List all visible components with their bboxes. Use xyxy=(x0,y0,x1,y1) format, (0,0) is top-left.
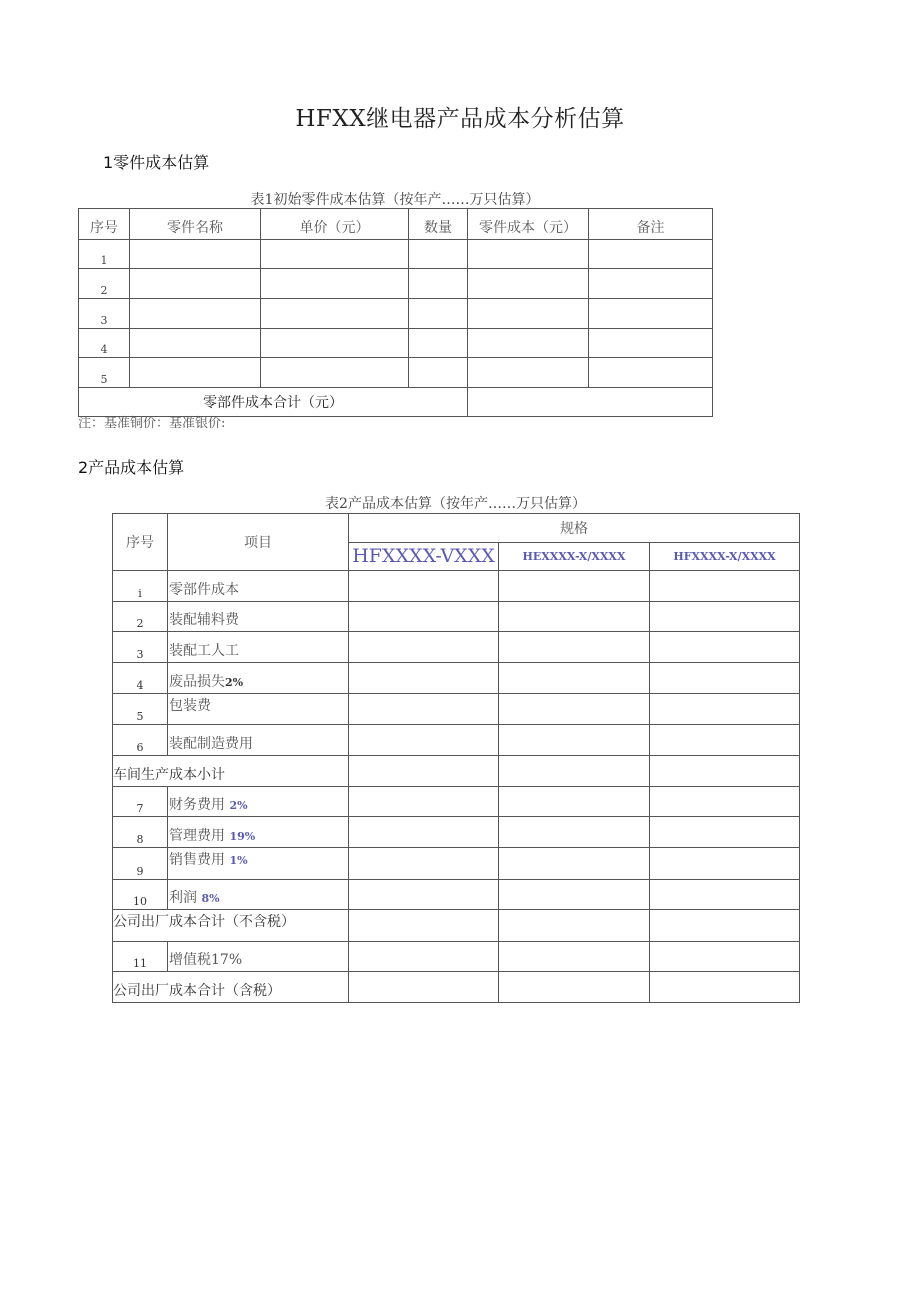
table-row xyxy=(113,817,800,848)
row-item xyxy=(168,879,349,910)
section1-heading: 1零件成本估算 xyxy=(103,153,210,172)
row-item: 装配制造费用 xyxy=(168,725,349,756)
row-item-label: 财务费用 xyxy=(169,797,225,814)
row-item: 增值税17% xyxy=(168,941,349,972)
value-cell xyxy=(650,571,800,602)
unit-price-cell xyxy=(261,269,409,299)
col-header-item: 项目 xyxy=(168,514,349,571)
document-title: HFXX继电器产品成本分析估算 xyxy=(295,106,625,132)
value-cell xyxy=(499,786,650,817)
value-cell xyxy=(499,756,650,787)
row-item xyxy=(168,847,349,879)
col-header-no: 序号 xyxy=(79,209,130,240)
row-item xyxy=(168,786,349,817)
value-cell xyxy=(349,941,499,972)
value-cell xyxy=(349,817,499,848)
value-cell xyxy=(650,601,800,632)
value-cell xyxy=(349,756,499,787)
part-cost-cell xyxy=(468,358,589,388)
table-row xyxy=(113,847,800,879)
remark-cell xyxy=(589,239,713,269)
unit-price-cell xyxy=(261,239,409,269)
row-index: 5 xyxy=(79,358,130,388)
row-item-pct: 2% xyxy=(229,799,248,813)
row-index: 3 xyxy=(79,299,130,329)
value-cell xyxy=(499,847,650,879)
table-row xyxy=(79,328,713,358)
workshop-subtotal-label: 车间生产成本小计 xyxy=(113,756,349,787)
table1-caption: 表1初始零件成本估算（按年产……万只估算） xyxy=(250,192,540,208)
table-row xyxy=(79,269,713,299)
col-header-part-name: 零件名称 xyxy=(130,209,261,240)
remark-cell xyxy=(589,299,713,329)
value-cell xyxy=(650,879,800,910)
quantity-cell xyxy=(409,358,468,388)
price-note: 注：基准铜价：基准银价: xyxy=(78,416,226,431)
value-cell xyxy=(650,632,800,663)
value-cell xyxy=(499,571,650,602)
row-item: 包装费 xyxy=(168,693,349,725)
table-row xyxy=(113,601,800,632)
row-index: 4 xyxy=(79,328,130,358)
row-item-pct: 19% xyxy=(229,829,256,843)
value-cell xyxy=(349,693,499,725)
value-cell xyxy=(499,632,650,663)
value-cell xyxy=(499,601,650,632)
parts-cost-table xyxy=(78,208,713,417)
value-cell xyxy=(349,847,499,879)
quantity-cell xyxy=(409,239,468,269)
row-item-label: 销售费用 xyxy=(169,851,225,868)
table-row xyxy=(113,725,800,756)
parts-total-label: 零部件成本合计（元） xyxy=(79,388,468,417)
table-row xyxy=(79,358,713,388)
table-row xyxy=(113,786,800,817)
unit-price-cell xyxy=(261,328,409,358)
row-item-pct: 2% xyxy=(225,675,244,689)
value-cell xyxy=(499,910,650,942)
value-cell xyxy=(650,910,800,942)
value-cell xyxy=(650,693,800,725)
value-cell xyxy=(349,910,499,942)
row-item-label: 利润 xyxy=(169,890,197,907)
value-cell xyxy=(650,847,800,879)
col-header-spec: 规格 xyxy=(349,514,800,543)
value-cell xyxy=(499,817,650,848)
value-cell xyxy=(650,972,800,1003)
remark-cell xyxy=(589,269,713,299)
quantity-cell xyxy=(409,299,468,329)
value-cell xyxy=(650,941,800,972)
value-cell xyxy=(650,786,800,817)
table-row xyxy=(113,879,800,910)
quantity-cell xyxy=(409,328,468,358)
unit-price-cell xyxy=(261,358,409,388)
row-no: 7 xyxy=(113,786,168,817)
part-cost-cell xyxy=(468,269,589,299)
row-no: 5 xyxy=(113,693,168,725)
part-name-cell xyxy=(130,299,261,329)
value-cell xyxy=(349,662,499,693)
table-header-row xyxy=(113,514,800,543)
part-name-cell xyxy=(130,358,261,388)
subtotal-row xyxy=(113,756,800,787)
quantity-cell xyxy=(409,269,468,299)
table-row xyxy=(79,299,713,329)
value-cell xyxy=(349,786,499,817)
row-no: 6 xyxy=(113,725,168,756)
part-cost-cell xyxy=(468,299,589,329)
unit-price-cell xyxy=(261,299,409,329)
col-header-no: 序号 xyxy=(113,514,168,571)
parts-total-value xyxy=(468,388,713,417)
row-item-pct: 1% xyxy=(229,853,248,867)
value-cell xyxy=(499,879,650,910)
row-no: 11 xyxy=(113,941,168,972)
tax-total-label: 公司出厂成本合计（含税） xyxy=(113,972,349,1003)
table-row xyxy=(113,571,800,602)
row-no: i xyxy=(113,571,168,602)
value-cell xyxy=(349,632,499,663)
row-item xyxy=(168,662,349,693)
part-cost-cell xyxy=(468,239,589,269)
product-cost-table xyxy=(112,513,800,1003)
value-cell xyxy=(499,662,650,693)
value-cell xyxy=(650,817,800,848)
table-row xyxy=(79,239,713,269)
col-header-quantity: 数量 xyxy=(409,209,468,240)
value-cell xyxy=(349,879,499,910)
value-cell xyxy=(499,725,650,756)
col-header-part-cost: 零件成本（元） xyxy=(468,209,589,240)
col-header-unit-price: 单价（元） xyxy=(261,209,409,240)
total-row xyxy=(113,972,800,1003)
row-no: 10 xyxy=(113,879,168,910)
remark-cell xyxy=(589,328,713,358)
value-cell xyxy=(349,725,499,756)
row-item: 零部件成本 xyxy=(168,571,349,602)
row-no: 8 xyxy=(113,817,168,848)
value-cell xyxy=(499,693,650,725)
subtotal-row xyxy=(113,910,800,942)
row-item-pct: 8% xyxy=(201,892,220,906)
value-cell xyxy=(349,972,499,1003)
row-index: 1 xyxy=(79,239,130,269)
value-cell xyxy=(349,601,499,632)
table2-caption: 表2产品成本估算（按年产……万只估算） xyxy=(325,496,586,512)
table-row xyxy=(113,693,800,725)
row-no: 4 xyxy=(113,662,168,693)
ex-tax-total-label: 公司出厂成本合计（不含税） xyxy=(113,910,349,942)
remark-cell xyxy=(589,358,713,388)
row-item-label: 废品损失 xyxy=(169,673,225,690)
spec-model-2: HEXXXX-X/XXXX xyxy=(499,542,650,571)
table-row xyxy=(113,941,800,972)
spec-model-1: HFXXXX-VXXX xyxy=(349,542,499,571)
value-cell xyxy=(650,725,800,756)
row-item-label: 管理费用 xyxy=(169,827,225,844)
col-header-remark: 备注 xyxy=(589,209,713,240)
row-no: 2 xyxy=(113,601,168,632)
table-row xyxy=(113,632,800,663)
spec-model-3: HFXXXX-X/XXXX xyxy=(650,542,800,571)
row-no: 9 xyxy=(113,847,168,879)
row-item: 装配辅料费 xyxy=(168,601,349,632)
value-cell xyxy=(499,941,650,972)
table-header-row xyxy=(79,209,713,240)
part-name-cell xyxy=(130,239,261,269)
row-item xyxy=(168,817,349,848)
value-cell xyxy=(650,662,800,693)
row-item: 装配工人工 xyxy=(168,632,349,663)
part-cost-cell xyxy=(468,328,589,358)
value-cell xyxy=(650,756,800,787)
part-name-cell xyxy=(130,328,261,358)
table-row xyxy=(113,662,800,693)
section2-heading: 2产品成本估算 xyxy=(78,458,185,477)
part-name-cell xyxy=(130,269,261,299)
row-index: 2 xyxy=(79,269,130,299)
row-no: 3 xyxy=(113,632,168,663)
value-cell xyxy=(499,972,650,1003)
value-cell xyxy=(349,571,499,602)
